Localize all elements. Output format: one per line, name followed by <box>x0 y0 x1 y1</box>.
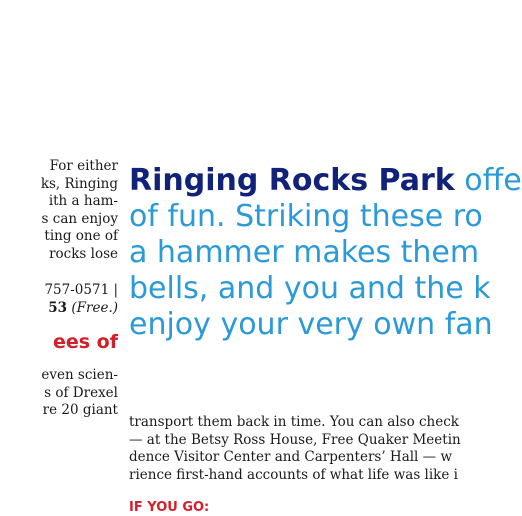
text-line: even scien- <box>41 367 118 383</box>
left-column <box>0 158 118 420</box>
cost-label: (Free.) <box>71 299 118 316</box>
left-paragraph-2 <box>0 367 118 420</box>
cost-info <box>0 300 118 318</box>
contact-info: 757-0571 | <box>44 282 118 298</box>
pull-quote <box>129 163 522 343</box>
text-line: ith a ham- <box>48 193 118 209</box>
text-line: transport them back in time. You can also check <box>129 414 459 430</box>
text-line: — at the Betsy Ross House, Free Quaker Meetin <box>129 431 461 448</box>
pull-quote-lead: Ringing Rocks Park <box>129 163 455 198</box>
text-line: rocks lose <box>49 245 118 262</box>
pull-quote-line: of fun. Striking these ro <box>129 199 483 234</box>
section-heading: ees of <box>52 331 118 353</box>
text-line: rience first-hand accounts of what life was like i <box>129 466 458 483</box>
cost-number: 53 <box>48 299 68 316</box>
pull-quote-line: a hammer makes them <box>129 235 480 270</box>
pull-quote-line: enjoy your very own fan <box>129 307 493 342</box>
pull-quote-text: offe <box>464 163 522 198</box>
left-paragraph-1 <box>0 158 118 263</box>
text-line: dence Visitor Center and Carpenters’ Hall — w <box>129 449 453 465</box>
text-line: ks, Ringing <box>40 175 118 192</box>
text-line: ting one of <box>44 228 118 244</box>
right-column-text <box>129 414 512 484</box>
if-you-go-heading: IF YOU GO: <box>129 500 210 515</box>
pull-quote-line: bells, and you and the k <box>129 271 491 306</box>
text-line: s of Drexel <box>44 384 118 401</box>
text-line: s can enjoy <box>41 210 118 227</box>
pull-quote-line <box>129 163 522 199</box>
text-line: re 20 giant <box>42 402 118 418</box>
text-line: For either <box>49 158 118 174</box>
